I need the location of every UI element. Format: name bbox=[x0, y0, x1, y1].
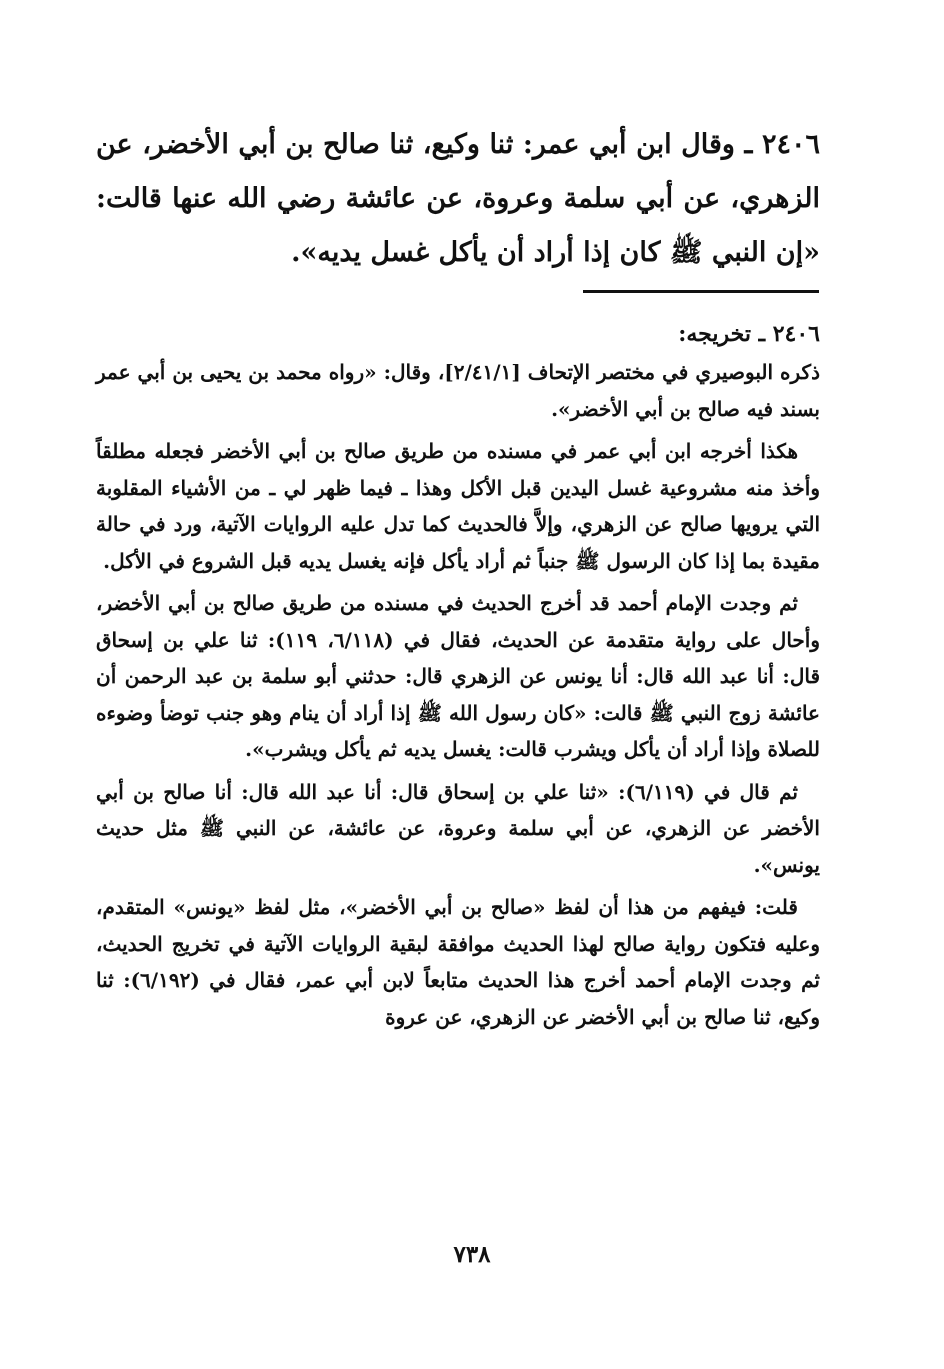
takhrij-paragraph: ثم وجدت الإمام أحمد قد أخرج الحديث في مسنده من طريق صالح بن أبي الأخضر، وأحال على رواية متقدمة عن الحديث، فقال في (٦/١١٨، ١١٩): ثنا علي بن إسحاق قال: أنا عبد الله قال: أنا يونس عن الزهري قال: حدثني أبو سلمة بن عبد الرحمن أن عائشة زوج النبي ﷺ قالت: «كان رسول الله ﷺ إذا أراد أن ينام وهو جنب توضأ وضوءه للصلاة وإذا أراد أن يأكل ويشرب قالت: يغسل يديه ثم يأكل ويشرب». bbox=[96, 591, 821, 761]
hadith-dash: ـ bbox=[744, 129, 753, 160]
takhrij-paragraph: ذكره البوصيري في مختصر الإتحاف [٢/٤١/١]، وقال: «رواه محمد بن يحيى بن أبي عمر بسند فيه صالح بن أبي الأخضر». bbox=[96, 360, 820, 421]
hadith-body: وقال ابن أبي عمر: ثنا وكيع، ثنا صالح بن أبي الأخضر، عن الزهري، عن أبي سلمة وعروة، عن عائشة رضي الله عنها قالت: «إن النبي ﷺ كان إذا أراد أن يأكل غسل يديه». bbox=[96, 129, 820, 268]
takhrij-section bbox=[96, 316, 820, 1041]
hadith-number: ٢٤٠٦ bbox=[761, 129, 820, 160]
hadith-paragraph bbox=[96, 118, 820, 280]
takhrij-heading bbox=[96, 316, 820, 352]
hadith-text-block bbox=[96, 118, 820, 280]
footnote-separator-line bbox=[583, 290, 819, 293]
takhrij-dash: ـ bbox=[758, 321, 766, 347]
takhrij-number: ٢٤٠٦ bbox=[772, 321, 820, 347]
takhrij-title: تخريجه: bbox=[678, 321, 751, 347]
takhrij-paragraph: هكذا أخرجه ابن أبي عمر في مسنده من طريق صالح بن أبي الأخضر فجعله مطلقاً وأخذ منه مشروعية غسل اليدين قبل الأكل وهذا ـ فيما ظهر لي ـ من الأشياء المقلوبة التي يرويها صالح عن الزهري، وإلاَّ فالحديث كما تدل عليه الروايات الآتية، ورد في حالة مقيدة بما إذا كان الرسول ﷺ جنباً ثم أراد يأكل فإنه يغسل يديه قبل الشروع في الأكل. bbox=[96, 439, 820, 573]
page-number: ٧٣٨ bbox=[453, 1241, 491, 1268]
takhrij-paragraph: ثم قال في (٦/١١٩): «ثنا علي بن إسحاق قال: أنا عبد الله قال: أنا صالح بن أبي الأخضر عن الزهري، عن أبي سلمة وعروة، عن عائشة، عن النبي ﷺ مثل حديث يونس». bbox=[96, 779, 820, 877]
takhrij-paragraph: قلت: فيفهم من هذا أن لفظ «صالح بن أبي الأخضر»، مثل لفظ «يونس» المتقدم، وعليه فتكون رواية صالح لهذا الحديث موافقة لبقية الروايات الآتية في تخريج الحديث، ثم وجدت الإمام أحمد أخرج هذا الحديث متابعاً لابن أبي عمر، فقال في (٦/١٩٢): ثنا وكيع، ثنا صالح بن أبي الأخضر عن الزهري، عن عروة bbox=[96, 895, 820, 1029]
